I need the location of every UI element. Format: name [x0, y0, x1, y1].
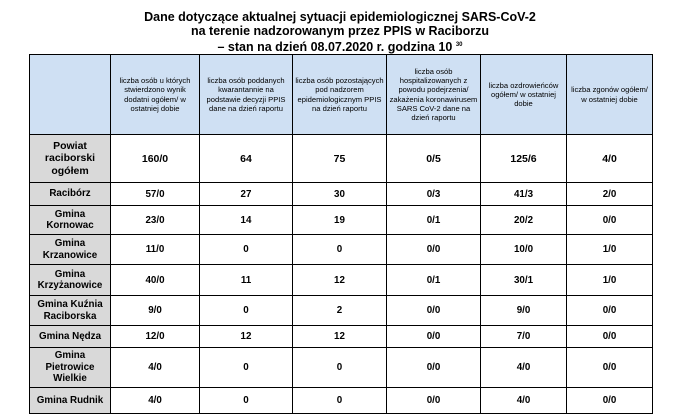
table-row: [30, 183, 653, 206]
value-cell: 4/0: [567, 135, 653, 183]
value-cell: 57/0: [111, 183, 200, 206]
table-row: [30, 326, 653, 348]
value-cell: 19: [293, 206, 387, 235]
value-cell: 30/1: [481, 265, 567, 296]
value-cell: 75: [293, 135, 387, 183]
table-row: [30, 388, 653, 414]
value-cell: 0/0: [567, 326, 653, 348]
value-cell: 14: [200, 206, 293, 235]
value-cell: 0/0: [567, 388, 653, 414]
value-cell: 0: [200, 235, 293, 265]
title-time-minutes: 30: [455, 42, 463, 48]
value-cell: 0: [293, 235, 387, 265]
region-name: Gmina Nędza: [30, 326, 111, 348]
value-cell: 64: [200, 135, 293, 183]
title-line-3-text: – stan na dzień 08.07.2020 r. godzina 10: [217, 40, 453, 55]
value-cell: 20/2: [481, 206, 567, 235]
value-cell: 9/0: [481, 296, 567, 326]
value-cell: 12: [293, 326, 387, 348]
column-header: liczba osób pozostających pod nadzorem epidemiologicznym PPIS na dzień raportu: [293, 55, 387, 135]
value-cell: 23/0: [111, 206, 200, 235]
value-cell: 12: [200, 326, 293, 348]
value-cell: 11: [200, 265, 293, 296]
value-cell: 0/1: [387, 265, 481, 296]
title-line-2: na terenie nadzorowanym przez PPIS w Raciborzu: [191, 24, 489, 38]
table-row: [30, 265, 653, 296]
table-row: [30, 235, 653, 265]
region-name: Gmina Kornowac: [30, 206, 111, 235]
value-cell: 0/0: [567, 348, 653, 388]
table-row: [30, 348, 653, 388]
table-row: [30, 206, 653, 235]
value-cell: 40/0: [111, 265, 200, 296]
value-cell: 12/0: [111, 326, 200, 348]
title-line-1: Dane dotyczące aktualnej sytuacji epidemiologicznej SARS-CoV-2: [144, 10, 536, 24]
table-row: [30, 135, 653, 183]
region-name: Gmina Rudnik: [30, 388, 111, 414]
report-title: [0, 10, 680, 54]
value-cell: 4/0: [111, 388, 200, 414]
value-cell: 0: [200, 296, 293, 326]
value-cell: 1/0: [567, 235, 653, 265]
value-cell: 41/3: [481, 183, 567, 206]
value-cell: 4/0: [481, 348, 567, 388]
value-cell: 160/0: [111, 135, 200, 183]
table-row: [30, 296, 653, 326]
value-cell: 0/3: [387, 183, 481, 206]
value-cell: 0/0: [387, 326, 481, 348]
region-name: Gmina Krzyżanowice: [30, 265, 111, 296]
value-cell: 2/0: [567, 183, 653, 206]
title-line-3: [0, 38, 680, 54]
value-cell: 0/0: [387, 235, 481, 265]
value-cell: 11/0: [111, 235, 200, 265]
region-name: Gmina Pietrowice Wielkie: [30, 348, 111, 388]
region-name: Racibórz: [30, 183, 111, 206]
value-cell: 125/6: [481, 135, 567, 183]
value-cell: 0/5: [387, 135, 481, 183]
region-name: Gmina Krzanowice: [30, 235, 111, 265]
value-cell: 7/0: [481, 326, 567, 348]
value-cell: 0: [200, 388, 293, 414]
value-cell: 27: [200, 183, 293, 206]
value-cell: 0/0: [387, 296, 481, 326]
region-name: Powiat raciborski ogółem: [30, 135, 111, 183]
value-cell: 0: [293, 388, 387, 414]
value-cell: 0/0: [567, 206, 653, 235]
value-cell: 0/0: [567, 296, 653, 326]
column-header: liczba osób hospitalizowanych z powodu podejrzenia/ zakażenia koronawirusem SARS CoV-2 dane na dzień raportu: [387, 55, 481, 135]
column-header: liczba osób poddanych kwarantannie na podstawie decyzji PPIS dane na dzień raportu: [200, 55, 293, 135]
value-cell: 30: [293, 183, 387, 206]
table-header-row: [30, 55, 653, 135]
column-header: liczba osób u których stwierdzono wynik dodatni ogółem/ w ostatniej dobie: [111, 55, 200, 135]
value-cell: 10/0: [481, 235, 567, 265]
value-cell: 0/1: [387, 206, 481, 235]
value-cell: 4/0: [481, 388, 567, 414]
epidemiological-table: [29, 54, 653, 414]
column-header: liczba ozdrowieńców ogółem/ w ostatniej dobie: [481, 55, 567, 135]
header-corner: [30, 55, 111, 135]
value-cell: 0: [200, 348, 293, 388]
value-cell: 0/0: [387, 348, 481, 388]
value-cell: 9/0: [111, 296, 200, 326]
value-cell: 12: [293, 265, 387, 296]
column-header: liczba zgonów ogółem/ w ostatniej dobie: [567, 55, 653, 135]
region-name: Gmina Kuźnia Raciborska: [30, 296, 111, 326]
value-cell: 0: [293, 348, 387, 388]
value-cell: 0/0: [387, 388, 481, 414]
value-cell: 2: [293, 296, 387, 326]
value-cell: 4/0: [111, 348, 200, 388]
value-cell: 1/0: [567, 265, 653, 296]
